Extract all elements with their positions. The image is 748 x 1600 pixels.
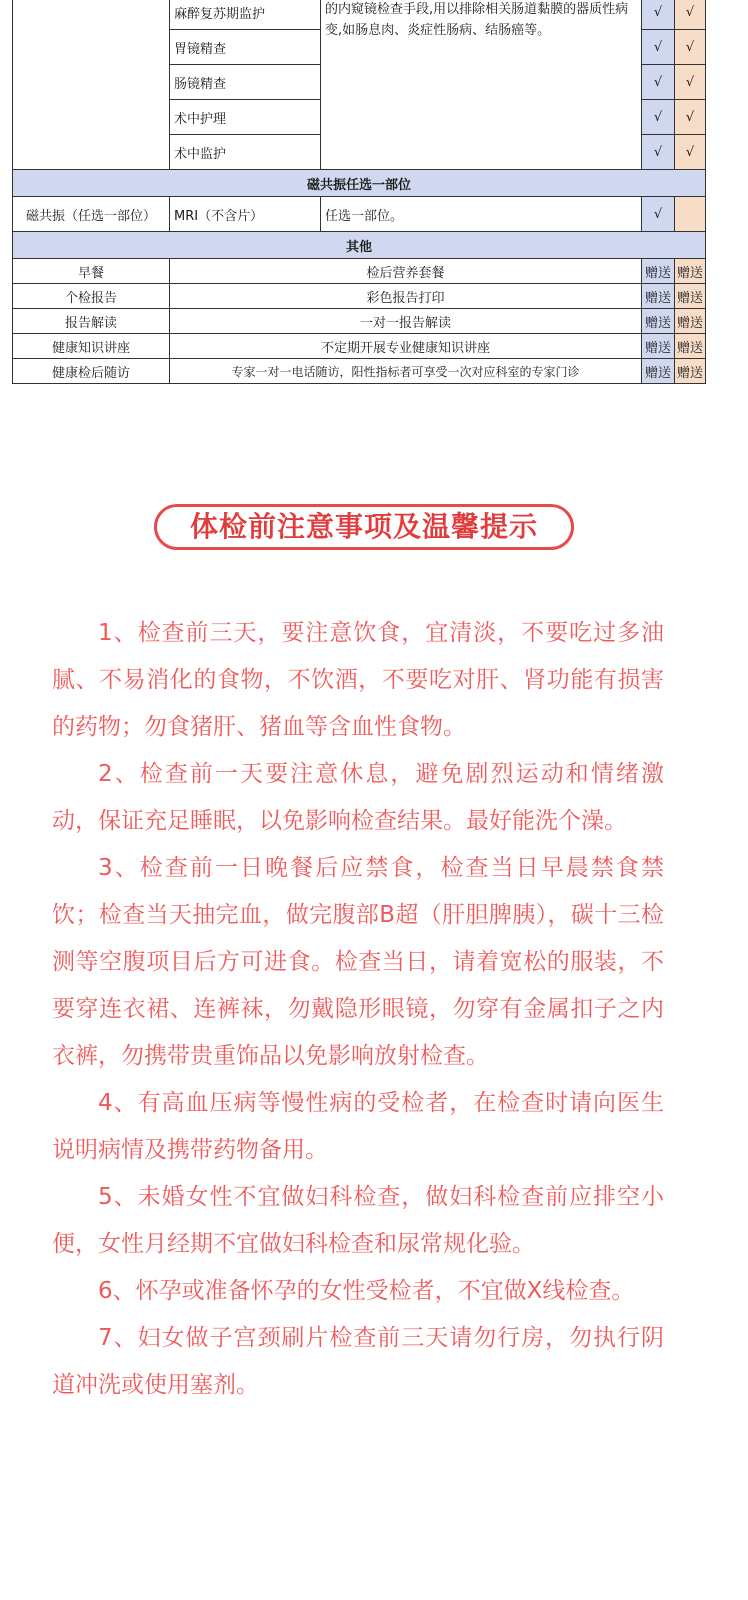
gift-badge: 赠送: [675, 309, 706, 334]
gift-badge: 赠送: [642, 259, 675, 284]
service-desc: 专家一对一电话随访，阳性指标者可享受一次对应科室的专家门诊: [170, 359, 642, 384]
check-mark: √: [675, 135, 706, 170]
check-mark: √: [642, 100, 675, 135]
desc-cell: 任选一部位。: [321, 197, 642, 232]
table-row: [13, 284, 706, 309]
check-mark: √: [675, 65, 706, 100]
gift-badge: 赠送: [675, 359, 706, 384]
notice-item: 3、检查前一日晚餐后应禁食，检查当日早晨禁食禁饮；检查当天抽完血，做完腹部B超（肝胆脾胰），碳十三检测等空腹项目后方可进食。检查当日，请着宽松的服装，不要穿连衣裙、连裤袜，勿戴隐形眼镜，勿穿有金属扣子之内衣裤，勿携带贵重饰品以免影响放射检查。: [52, 855, 664, 1069]
notice-item: 1、检查前三天，要注意饮食，宜清淡，不要吃过多油腻、不易消化的食物，不饮酒，不要吃对肝、肾功能有损害的药物；勿食猪肝、猪血等含血性食物。: [52, 620, 664, 740]
section-header-row: [13, 170, 706, 197]
category-cell: 磁共振（任选一部位）: [13, 197, 170, 232]
category-cell: [13, 0, 170, 170]
table-row: [13, 359, 706, 384]
notice-item: 2、检查前一天要注意休息，避免剧烈运动和情绪激动，保证充足睡眠，以免影响检查结果。最好能洗个澡。: [52, 761, 664, 834]
item-cell: 肠镜精查: [170, 65, 321, 100]
table-row: [13, 0, 706, 30]
table-row: [13, 197, 706, 232]
section-header-row: [13, 232, 706, 259]
desc-cell: 的内窥镜检查手段,用以排除相关肠道黏膜的器质性病变,如肠息肉、炎症性肠病、结肠癌等。: [321, 0, 642, 170]
check-mark: √: [642, 30, 675, 65]
gift-badge: 赠送: [642, 334, 675, 359]
item-cell: 术中护理: [170, 100, 321, 135]
gift-badge: 赠送: [642, 359, 675, 384]
table-row: [13, 309, 706, 334]
service-name: 健康知识讲座: [13, 334, 170, 359]
service-desc: 检后营养套餐: [170, 259, 642, 284]
section-title-other: 其他: [13, 232, 706, 259]
notice-heading: 体检前注意事项及温馨提示: [154, 504, 574, 550]
table-row: [13, 259, 706, 284]
check-mark: √: [642, 0, 675, 30]
check-mark: √: [642, 65, 675, 100]
notice-item: 7、妇女做子宫颈刷片检查前三天请勿行房，勿执行阴道冲洗或使用塞剂。: [52, 1325, 664, 1398]
notice-item: 6、怀孕或准备怀孕的女性受检者，不宜做X线检查。: [98, 1278, 635, 1304]
gift-badge: 赠送: [642, 284, 675, 309]
notice-item: 4、有高血压病等慢性病的受检者，在检查时请向医生说明病情及携带药物备用。: [52, 1090, 664, 1163]
gift-badge: 赠送: [675, 334, 706, 359]
item-cell: 胃镜精查: [170, 30, 321, 65]
gift-badge: 赠送: [642, 309, 675, 334]
gift-badge: 赠送: [675, 259, 706, 284]
check-mark: √: [642, 197, 675, 232]
item-cell: 麻醉复苏期监护: [170, 0, 321, 30]
service-desc: 彩色报告打印: [170, 284, 642, 309]
table-row: [13, 334, 706, 359]
item-cell: 术中监护: [170, 135, 321, 170]
notice-item: 5、未婚女性不宜做妇科检查，做妇科检查前应排空小便，女性月经期不宜做妇科检查和尿常规化验。: [52, 1184, 664, 1257]
check-mark: √: [675, 0, 706, 30]
service-name: 健康检后随访: [13, 359, 170, 384]
service-name: 报告解读: [13, 309, 170, 334]
service-desc: 不定期开展专业健康知识讲座: [170, 334, 642, 359]
item-cell: MRI（不含片）: [170, 197, 321, 232]
notice-list: [52, 610, 664, 1409]
service-desc: 一对一报告解读: [170, 309, 642, 334]
gift-badge: 赠送: [675, 284, 706, 309]
empty-cell: [675, 197, 706, 232]
section-title-mri: 磁共振任选一部位: [13, 170, 706, 197]
service-name: 个检报告: [13, 284, 170, 309]
check-mark: √: [675, 100, 706, 135]
service-name: 早餐: [13, 259, 170, 284]
check-mark: √: [642, 135, 675, 170]
check-mark: √: [675, 30, 706, 65]
package-table: [12, 0, 706, 384]
